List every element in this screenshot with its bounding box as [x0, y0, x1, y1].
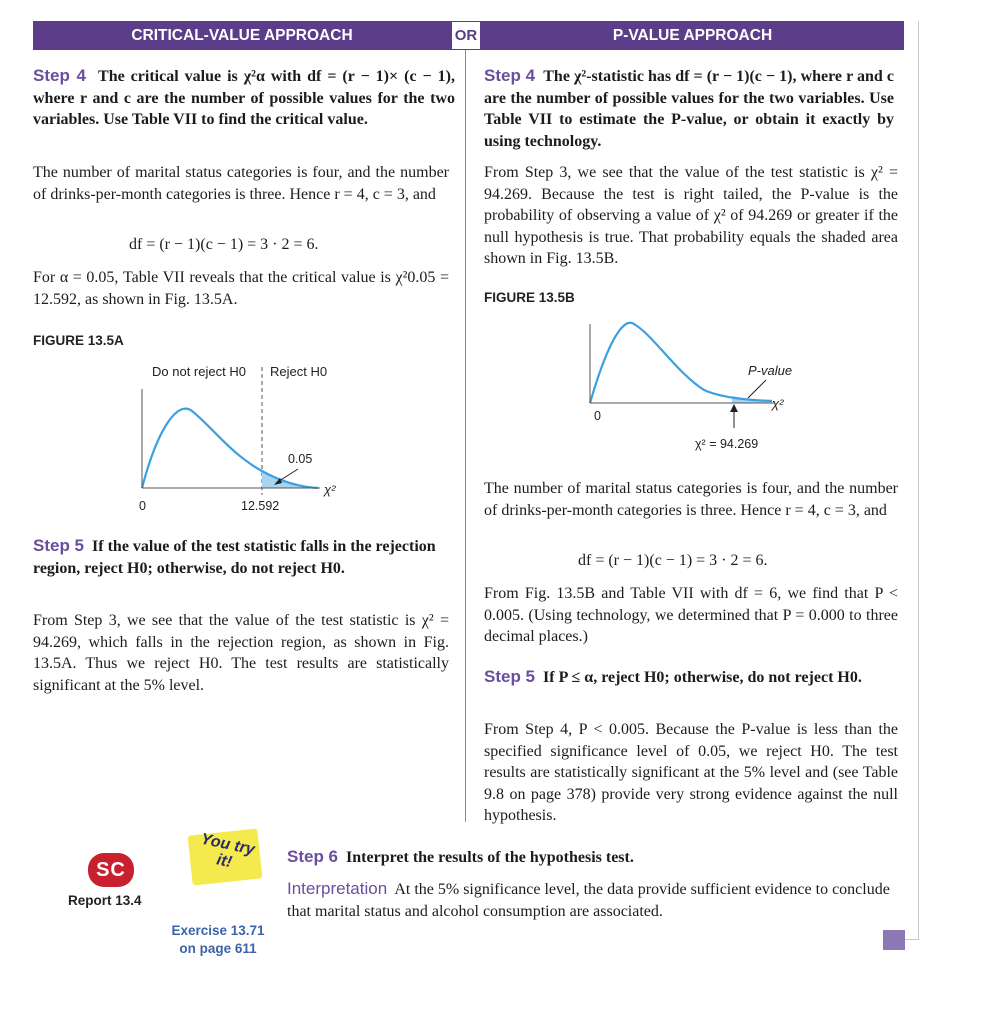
right-step4-body-text: From Step 3, we see that the value of the test statistic is χ² = 94.269. Because the test is right tailed, the P-value is the probability of observing a value of χ² of 94.269 or greater if the null hypothesis is true. That probability equals the shaded area shown in Fig. 13.5B. [484, 164, 898, 267]
left-step5-label: Step 5 [33, 536, 85, 555]
you-try-it-text: You try it! [199, 830, 257, 872]
critical-value-label: 12.592 [241, 499, 280, 513]
interpretation-text: At the 5% significance level, the data provide sufficient evidence to conclude that marital status and alcohol consumption are associated. [287, 881, 890, 920]
step6-label: Step 6 [287, 847, 339, 866]
column-divider [465, 50, 466, 822]
left-step4-body-text: The number of marital status categories is four, and the number of drinks-per-month categories is three. Hence r = 4, c = 3, and [33, 164, 449, 203]
left-step5-body-text: From Step 3, we see that the value of the test statistic is χ² = 94.269, which falls in the rejection region, as shown in Fig. 13.5A. Thus we reject H0. The test results are statistically significant at the 5% level. [33, 612, 449, 694]
chi-square-axis-label-b: χ² [772, 396, 784, 411]
right-step4-heading-text: The χ²-statistic has df = (r − 1)(c − 1), where r and c are the number of possible values for the two variables. Use Table VII to estimate the P-value, or obtain it exactly by using technology. [484, 68, 894, 150]
right-step4-heading [484, 65, 894, 152]
do-not-reject-label: Do not reject H0 [152, 364, 246, 379]
critical-value-title: CRITICAL-VALUE APPROACH [131, 26, 353, 44]
left-step5-body [33, 610, 449, 696]
report-label: Report 13.4 [68, 893, 142, 908]
p-value-header [481, 21, 904, 50]
figure-13-5a-label: FIGURE 13.5A [33, 333, 124, 348]
p-value-label: P-value [748, 363, 793, 378]
left-alpha-text [33, 267, 449, 310]
interpretation-paragraph [287, 878, 909, 922]
left-step4-heading [33, 65, 455, 131]
right-step5-body [484, 719, 898, 827]
left-step5-heading-text: If the value of the test statistic falls in the rejection region, reject H0; otherwise, do not reject H0. [33, 538, 436, 577]
reject-label: Reject H0 [270, 364, 328, 379]
p-value-title: P-VALUE APPROACH [612, 26, 773, 44]
left-step4-label: Step 4 [33, 66, 87, 85]
left-step4-heading-text: The critical value is χ²α with df = (r − 1)× (c − 1), where r and c are the number of possible values for the two variables. Use Table VII to find the critical value. [33, 68, 455, 128]
chi-square-curve-b [590, 323, 772, 403]
right-df-equation: df = (r − 1)(c − 1) = 3 · 2 = 6. [578, 552, 768, 569]
right-categories-body [484, 478, 898, 521]
step6-heading [287, 846, 907, 869]
right-categories-body-text: The number of marital status categories is four, and the number of drinks-per-month categories is three. Hence r = 4, c = 3, and [484, 480, 898, 519]
left-df-equation: df = (r − 1)(c − 1) = 3 · 2 = 6. [129, 236, 319, 253]
zero-label-a: 0 [139, 499, 146, 513]
statistic-pointer-head [730, 404, 738, 412]
page-border-tick [905, 939, 919, 940]
chi-square-axis-label-a: χ² [324, 482, 336, 497]
right-step5-heading [484, 666, 894, 689]
end-marker-square [883, 930, 905, 950]
or-divider-label: OR [451, 21, 481, 50]
page-right-border [918, 21, 919, 940]
chi-square-curve-a [142, 409, 318, 488]
critical-value-header [33, 21, 451, 50]
right-step5-heading-text: If P ≤ α, reject H0; otherwise, do not reject H0. [543, 669, 862, 686]
figure-13-5b-chart [580, 312, 810, 462]
right-step5-body-text: From Step 4, P < 0.005. Because the P-value is less than the specified significance level of 0.05, we reject H0. The test results are statistically significant at the 5% level and (see Table 9.8 on page 378) provide very strong evidence against the null hypothesis. [484, 721, 898, 824]
right-table-body [484, 583, 898, 648]
left-step5-heading [33, 535, 449, 579]
right-step5-label: Step 5 [484, 667, 536, 686]
right-step4-body [484, 162, 898, 270]
figure-13-5a-chart [120, 355, 360, 520]
right-table-body-text: From Fig. 13.5B and Table VII with df = 6, we find that P < 0.005. (Using technology, we determined that P = 0.000 to three decimal places.) [484, 585, 898, 645]
figure-13-5b-label: FIGURE 13.5B [484, 290, 575, 305]
sc-badge: SC [88, 853, 134, 887]
p-value-pointer [748, 380, 766, 398]
statistic-label: χ² = 94.269 [695, 437, 759, 451]
left-step4-body [33, 162, 449, 205]
area-label: 0.05 [288, 452, 313, 466]
right-step4-label: Step 4 [484, 66, 536, 85]
interpretation-label: Interpretation [287, 879, 388, 898]
exercise-link[interactable]: Exercise 13.71 on page 611 [171, 923, 265, 956]
left-alpha-text-content: For α = 0.05, Table VII reveals that the critical value is χ²0.05 = 12.592, as shown in Fig. 13.5A. [33, 269, 449, 308]
step6-heading-text: Interpret the results of the hypothesis test. [346, 849, 634, 866]
zero-label-b: 0 [594, 409, 601, 423]
